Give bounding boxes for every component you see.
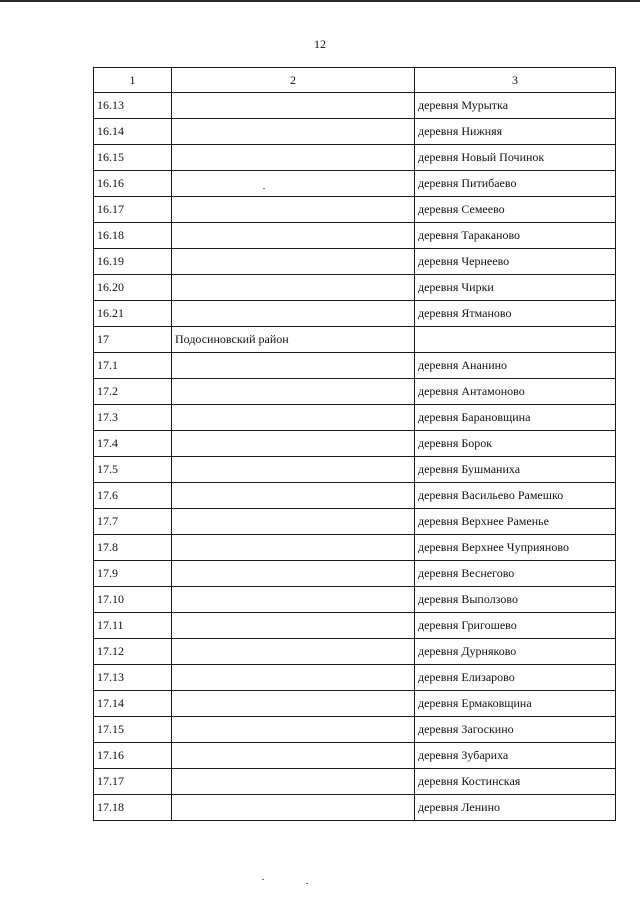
settlement-table — [93, 67, 616, 821]
row-number: 17.15 — [94, 717, 172, 743]
district-name — [172, 483, 415, 509]
row-number: 17.12 — [94, 639, 172, 665]
settlement-name: деревня Верхнее Раменье — [415, 509, 616, 535]
page-number: 12 — [314, 37, 326, 51]
district-name — [172, 197, 415, 223]
district-name — [172, 119, 415, 145]
row-number: 16.18 — [94, 223, 172, 249]
settlement-name: деревня Выползово — [415, 587, 616, 613]
settlement-name: деревня Борок — [415, 431, 616, 457]
table-row — [94, 379, 616, 405]
district-name — [172, 301, 415, 327]
settlement-name: деревня Загоскино — [415, 717, 616, 743]
settlement-name — [415, 327, 616, 353]
settlement-name: деревня Чернеево — [415, 249, 616, 275]
district-name — [172, 613, 415, 639]
district-name — [172, 145, 415, 171]
settlement-name: деревня Костинская — [415, 769, 616, 795]
settlement-name: деревня Барановщина — [415, 405, 616, 431]
row-number: 17.1 — [94, 353, 172, 379]
district-name — [172, 769, 415, 795]
scan-speck — [306, 883, 308, 884]
table-row — [94, 665, 616, 691]
table-row — [94, 353, 616, 379]
settlement-name: деревня Нижняя — [415, 119, 616, 145]
table-row — [94, 301, 616, 327]
row-number: 16.14 — [94, 119, 172, 145]
district-name — [172, 535, 415, 561]
district-name — [172, 405, 415, 431]
row-number: 17 — [94, 327, 172, 353]
row-number: 16.19 — [94, 249, 172, 275]
table-row — [94, 535, 616, 561]
row-number: 17.2 — [94, 379, 172, 405]
settlement-name: деревня Чирки — [415, 275, 616, 301]
row-number: 17.9 — [94, 561, 172, 587]
district-name — [172, 587, 415, 613]
row-number: 16.13 — [94, 93, 172, 119]
table-row — [94, 327, 616, 353]
district-name — [172, 379, 415, 405]
row-number: 17.5 — [94, 457, 172, 483]
district-name — [172, 795, 415, 821]
settlement-name: деревня Верхнее Чуприяново — [415, 535, 616, 561]
row-number: 17.18 — [94, 795, 172, 821]
settlement-name: деревня Ленино — [415, 795, 616, 821]
table-body — [94, 93, 616, 821]
row-number: 17.4 — [94, 431, 172, 457]
district-name: Подосиновский район — [172, 327, 415, 353]
table-row — [94, 587, 616, 613]
district-name — [172, 743, 415, 769]
row-number: 16.20 — [94, 275, 172, 301]
settlement-name: деревня Ермаковщина — [415, 691, 616, 717]
settlement-name: деревня Питибаево — [415, 171, 616, 197]
row-number: 17.11 — [94, 613, 172, 639]
settlement-name: деревня Антамоново — [415, 379, 616, 405]
scan-speck — [263, 188, 265, 189]
district-name — [172, 509, 415, 535]
row-number: 17.3 — [94, 405, 172, 431]
page-top-border — [0, 0, 640, 2]
district-name — [172, 717, 415, 743]
district-name — [172, 249, 415, 275]
scan-speck — [262, 879, 264, 880]
settlement-name: деревня Веснегово — [415, 561, 616, 587]
district-name — [172, 691, 415, 717]
row-number: 17.7 — [94, 509, 172, 535]
row-number: 17.16 — [94, 743, 172, 769]
settlement-name: деревня Ананино — [415, 353, 616, 379]
table-row — [94, 483, 616, 509]
table-row — [94, 145, 616, 171]
district-name — [172, 353, 415, 379]
table-row — [94, 431, 616, 457]
row-number: 17.14 — [94, 691, 172, 717]
table-header-row — [94, 68, 616, 93]
settlement-name: деревня Григошево — [415, 613, 616, 639]
district-name — [172, 457, 415, 483]
district-name — [172, 639, 415, 665]
table-row — [94, 743, 616, 769]
district-name — [172, 171, 415, 197]
district-name — [172, 561, 415, 587]
table-row — [94, 197, 616, 223]
settlement-name: деревня Новый Починок — [415, 145, 616, 171]
row-number: 16.16 — [94, 171, 172, 197]
settlement-name: деревня Дурняково — [415, 639, 616, 665]
settlement-name: деревня Семеево — [415, 197, 616, 223]
settlement-name: деревня Бушманиха — [415, 457, 616, 483]
settlement-name: деревня Зубариха — [415, 743, 616, 769]
row-number: 17.8 — [94, 535, 172, 561]
column-header-number: 1 — [94, 68, 172, 93]
row-number: 16.21 — [94, 301, 172, 327]
table-row — [94, 613, 616, 639]
row-number: 17.17 — [94, 769, 172, 795]
table-row — [94, 691, 616, 717]
row-number: 16.17 — [94, 197, 172, 223]
column-header-district: 2 — [172, 68, 415, 93]
settlement-name: деревня Мурытка — [415, 93, 616, 119]
row-number: 17.13 — [94, 665, 172, 691]
district-name — [172, 275, 415, 301]
table-row — [94, 93, 616, 119]
table-row — [94, 405, 616, 431]
table-row — [94, 561, 616, 587]
settlement-name: деревня Васильево Рамешко — [415, 483, 616, 509]
table-row — [94, 769, 616, 795]
column-header-settlement: 3 — [415, 68, 616, 93]
row-number: 17.6 — [94, 483, 172, 509]
table-row — [94, 119, 616, 145]
district-name — [172, 223, 415, 249]
table-row — [94, 249, 616, 275]
table-row — [94, 457, 616, 483]
district-name — [172, 93, 415, 119]
table-row — [94, 795, 616, 821]
row-number: 17.10 — [94, 587, 172, 613]
table-row — [94, 509, 616, 535]
settlement-name: деревня Ятманово — [415, 301, 616, 327]
district-name — [172, 665, 415, 691]
table-row — [94, 639, 616, 665]
row-number: 16.15 — [94, 145, 172, 171]
table-row — [94, 717, 616, 743]
table-row — [94, 275, 616, 301]
table-row — [94, 171, 616, 197]
settlement-name: деревня Тараканово — [415, 223, 616, 249]
district-name — [172, 431, 415, 457]
table-row — [94, 223, 616, 249]
settlement-name: деревня Елизарово — [415, 665, 616, 691]
